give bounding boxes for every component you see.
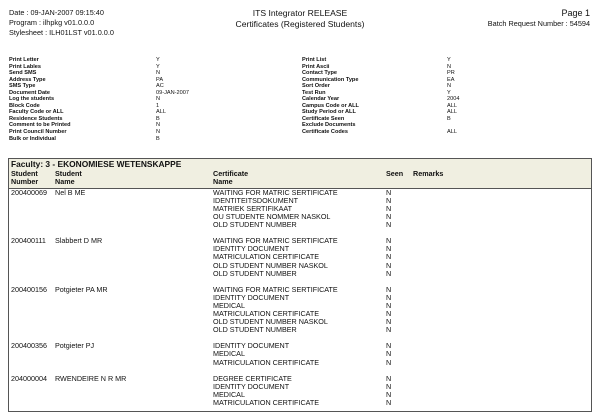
seen-flag: N	[386, 284, 392, 294]
certificate-name: IDENTITY DOCUMENT	[213, 244, 290, 254]
student-number	[9, 270, 55, 278]
parameter-value: PR	[447, 70, 455, 77]
student-name	[55, 205, 213, 213]
row-spacer	[9, 334, 591, 342]
parameter-label: Print Council Number	[9, 129, 67, 136]
student-name	[55, 383, 213, 391]
col-student-name-line2: Name	[55, 177, 75, 187]
parameter-value: AC	[156, 83, 164, 90]
student-number: 200400069	[11, 187, 47, 197]
remarks	[413, 294, 473, 302]
student-number	[9, 310, 55, 318]
parameter-value: N	[447, 83, 452, 90]
col-certificate-line1: Certificate	[213, 169, 249, 178]
student-number: 200400111	[11, 236, 46, 246]
certificate-name: MEDICAL	[213, 349, 245, 359]
parameter-value: N	[156, 96, 161, 103]
seen-flag: N	[386, 195, 392, 205]
student-name	[55, 245, 213, 253]
seen-flag: N	[386, 236, 392, 246]
remarks	[413, 262, 473, 270]
col-certificate	[213, 170, 386, 187]
student-name	[55, 399, 213, 407]
student-name	[55, 310, 213, 318]
col-seen: Seen	[386, 169, 404, 178]
parameter-label: Certificate Codes	[302, 129, 349, 136]
certificate-name: IDENTITEITSDOKUMENT	[213, 195, 299, 205]
student-name	[55, 391, 213, 399]
page-number: Page 1	[561, 8, 590, 18]
seen-flag: N	[386, 300, 392, 310]
seen-flag: N	[386, 187, 392, 197]
remarks	[413, 342, 473, 350]
remarks	[413, 189, 473, 197]
certificate-name: MATRICULATION CERTIFICATE	[213, 309, 320, 319]
certificate-row	[9, 189, 591, 197]
certificate-name: MEDICAL	[213, 389, 245, 399]
col-certificate-line2: Name	[213, 177, 233, 187]
parameter-value: ALL	[156, 109, 166, 116]
student-name: Nel B ME	[55, 187, 86, 197]
student-number: 204000004	[11, 373, 47, 383]
parameter-label: Residence Students	[9, 115, 63, 122]
student-number	[9, 302, 55, 310]
seen-flag: N	[386, 260, 392, 270]
remarks	[413, 270, 473, 278]
seen-flag: N	[386, 204, 392, 213]
certificate-name: WAITING FOR MATRIC SERTIFICATE	[213, 236, 338, 246]
certificate-name: MATRICULATION CERTIFICATE	[213, 357, 320, 367]
student-number	[9, 383, 55, 391]
student-number	[9, 359, 55, 367]
certificate-row	[9, 359, 591, 367]
remarks	[413, 318, 473, 326]
certificate-name: OLD STUDENT NUMBER NASKOL	[213, 260, 328, 270]
student-name	[55, 270, 213, 278]
remarks	[413, 197, 473, 205]
parameter-label: Document Date	[9, 89, 51, 96]
certificate-row	[9, 399, 591, 407]
certificate-name: MATRIEK SERTIFIKAAT	[213, 204, 293, 213]
student-name	[55, 359, 213, 367]
student-number	[9, 197, 55, 205]
remarks	[413, 350, 473, 358]
certificate-name: IDENTITY DOCUMENT	[213, 341, 290, 351]
parameter-value: B	[156, 115, 160, 122]
parameter-value: Y	[447, 89, 451, 96]
parameter-value: ALL	[447, 129, 457, 136]
col-remarks: Remarks	[413, 169, 444, 178]
certificate-name: IDENTITY DOCUMENT	[213, 292, 290, 302]
seen-flag: N	[386, 381, 392, 391]
col-student-name-line1: Student	[55, 169, 82, 178]
certificate-row	[9, 286, 591, 294]
report-stylesheet: Stylesheet : ILH01LST v01.0.0.0	[9, 28, 114, 37]
seen-flag: N	[386, 309, 392, 319]
parameter-value: Y	[447, 57, 451, 63]
parameters-right	[302, 57, 459, 136]
student-number	[9, 350, 55, 358]
student-name	[55, 221, 213, 229]
remarks	[413, 213, 473, 221]
certificate-name: IDENTITY DOCUMENT	[213, 381, 290, 391]
parameter-value: 09-JAN-2007	[156, 89, 189, 96]
parameter-label: Test Run	[302, 89, 326, 96]
parameter-value: 1	[156, 102, 160, 109]
parameter-label: Address Type	[9, 76, 46, 83]
certificate-row	[9, 342, 591, 350]
remarks	[413, 302, 473, 310]
seen-flag: N	[386, 268, 392, 278]
parameter-value: EA	[447, 76, 455, 83]
batch-request-number: Batch Request Number : 54594	[487, 19, 590, 28]
parameter-label: Block Code	[9, 102, 40, 109]
student-name: Potgieter PA MR	[55, 284, 108, 294]
parameter-label: Log the students	[9, 96, 55, 103]
parameter-value: B	[156, 135, 160, 142]
student-number	[9, 391, 55, 399]
remarks	[413, 399, 473, 407]
certificate-row	[9, 318, 591, 326]
seen-flag: N	[386, 325, 392, 335]
parameter-label: Faculty Code or ALL	[9, 109, 64, 116]
parameter-label: Print Ascii	[302, 63, 330, 70]
remarks	[413, 286, 473, 294]
student-list	[9, 189, 591, 407]
certificate-name: MATRICULATION CERTIFICATE	[213, 252, 320, 262]
parameter-row	[9, 136, 189, 143]
certificate-row	[9, 294, 591, 302]
student-number	[9, 205, 55, 213]
student-number	[9, 294, 55, 302]
student-name	[55, 350, 213, 358]
student-number	[9, 253, 55, 261]
certificate-row	[9, 270, 591, 278]
faculty-heading: Faculty: 3 - EKONOMIESE WETENSKAPPE	[9, 159, 591, 170]
parameter-label: Sort Order	[302, 83, 330, 90]
parameter-value: ALL	[447, 109, 457, 116]
parameter-label: Bulk or Individual	[9, 135, 56, 142]
certificate-name: OLD STUDENT NUMBER	[213, 220, 297, 230]
seen-flag: N	[386, 397, 392, 407]
certificate-row	[9, 326, 591, 334]
certificate-name: OU STUDENTE NOMMER NASKOL	[213, 212, 331, 222]
student-number	[9, 245, 55, 253]
parameter-label: Study Period or ALL	[302, 109, 356, 116]
remarks	[413, 221, 473, 229]
faculty-section	[8, 158, 592, 412]
col-student-name	[55, 170, 213, 187]
certificate-row	[9, 221, 591, 229]
column-headers	[9, 170, 591, 189]
report-page-info	[488, 8, 590, 29]
student-name	[55, 213, 213, 221]
certificate-row	[9, 213, 591, 221]
student-name: Potgieter PJ	[55, 341, 95, 351]
certificate-row	[9, 262, 591, 270]
certificate-name: OLD STUDENT NUMBER NASKOL	[213, 317, 328, 327]
report-subtitle: Certificates (Registered Students)	[235, 19, 365, 29]
seen-flag: N	[386, 357, 392, 367]
remarks	[413, 245, 473, 253]
parameter-value: N	[156, 122, 161, 129]
certificate-row	[9, 375, 591, 383]
parameter-label: Send SMS	[9, 70, 37, 77]
student-number: 200400156	[11, 284, 47, 294]
seen-flag: N	[386, 317, 392, 327]
remarks	[413, 253, 473, 261]
col-student-number	[9, 170, 55, 187]
seen-flag: N	[386, 341, 392, 351]
student-number	[9, 326, 55, 334]
certificate-row	[9, 237, 591, 245]
certificate-name: DEGREE CERTIFICATE	[213, 373, 292, 383]
report-title: ITS Integrator RELEASE	[252, 8, 348, 18]
parameter-label: SMS Type	[9, 83, 36, 90]
remarks	[413, 391, 473, 399]
certificate-name: WAITING FOR MATRIC SERTIFICATE	[213, 187, 338, 197]
student-name	[55, 262, 213, 270]
certificate-name: OLD STUDENT NUMBER	[213, 268, 297, 278]
remarks	[413, 326, 473, 334]
student-number	[9, 213, 55, 221]
certificate-name: MATRICULATION CERTIFICATE	[213, 397, 320, 407]
seen-flag: N	[386, 389, 392, 399]
seen-flag: N	[386, 220, 392, 230]
seen-flag: N	[386, 292, 392, 302]
col-student-number-line1: Student	[11, 169, 38, 178]
student-number	[9, 262, 55, 270]
parameter-label: Campus Code or ALL	[302, 102, 359, 109]
parameter-value: Y	[156, 63, 160, 70]
certificate-name: MEDICAL	[213, 300, 245, 310]
remarks	[413, 310, 473, 318]
parameter-label: Print Letter	[9, 57, 39, 63]
parameter-label: Print Lables	[9, 63, 42, 70]
student-name: RWENDEIRE N R MR	[55, 373, 127, 383]
parameter-label: Communication Type	[302, 76, 359, 83]
report-program: Program : ilhpkg v01.0.0.0	[9, 18, 95, 27]
student-name: Slabbert D MR	[55, 236, 103, 246]
student-name	[55, 318, 213, 326]
remarks	[413, 359, 473, 367]
student-name	[55, 302, 213, 310]
parameter-label: Print List	[302, 57, 327, 63]
certificate-row	[9, 197, 591, 205]
certificate-row	[9, 383, 591, 391]
parameter-value: Y	[156, 57, 160, 63]
parameter-label: Comment to be Printed	[9, 122, 71, 129]
parameters-left	[9, 57, 189, 142]
remarks	[413, 205, 473, 213]
student-number	[9, 318, 55, 326]
seen-flag: N	[386, 252, 392, 262]
student-name	[55, 294, 213, 302]
parameter-value: N	[447, 63, 452, 70]
student-name	[55, 253, 213, 261]
parameter-value: B	[447, 115, 451, 122]
student-number: 200400356	[11, 341, 47, 351]
student-name	[55, 326, 213, 334]
parameter-value: ALL	[447, 102, 457, 109]
remarks	[413, 383, 473, 391]
seen-flag: N	[386, 349, 392, 359]
remarks	[413, 237, 473, 245]
parameter-label: Contact Type	[302, 70, 338, 77]
parameter-label: Calendar Year	[302, 96, 340, 103]
remarks	[413, 375, 473, 383]
seen-flag: N	[386, 373, 392, 383]
seen-flag: N	[386, 212, 392, 222]
parameter-label: Certificate Seen	[302, 115, 345, 122]
student-number	[9, 399, 55, 407]
parameter-value: N	[156, 70, 161, 77]
col-student-number-line2: Number	[11, 177, 39, 187]
parameter-label: Exclude Documents	[302, 122, 356, 129]
student-name	[55, 197, 213, 205]
parameter-value: 2004	[447, 96, 460, 103]
parameter-value: N	[156, 129, 161, 136]
certificate-name: WAITING FOR MATRIC SERTIFICATE	[213, 284, 338, 294]
report-date: Date : 09-JAN-2007 09:15:40	[9, 8, 104, 17]
student-number	[9, 221, 55, 229]
parameter-value: PA	[156, 76, 164, 83]
certificate-name: OLD STUDENT NUMBER	[213, 325, 297, 335]
parameter-row	[302, 129, 459, 136]
seen-flag: N	[386, 244, 392, 254]
